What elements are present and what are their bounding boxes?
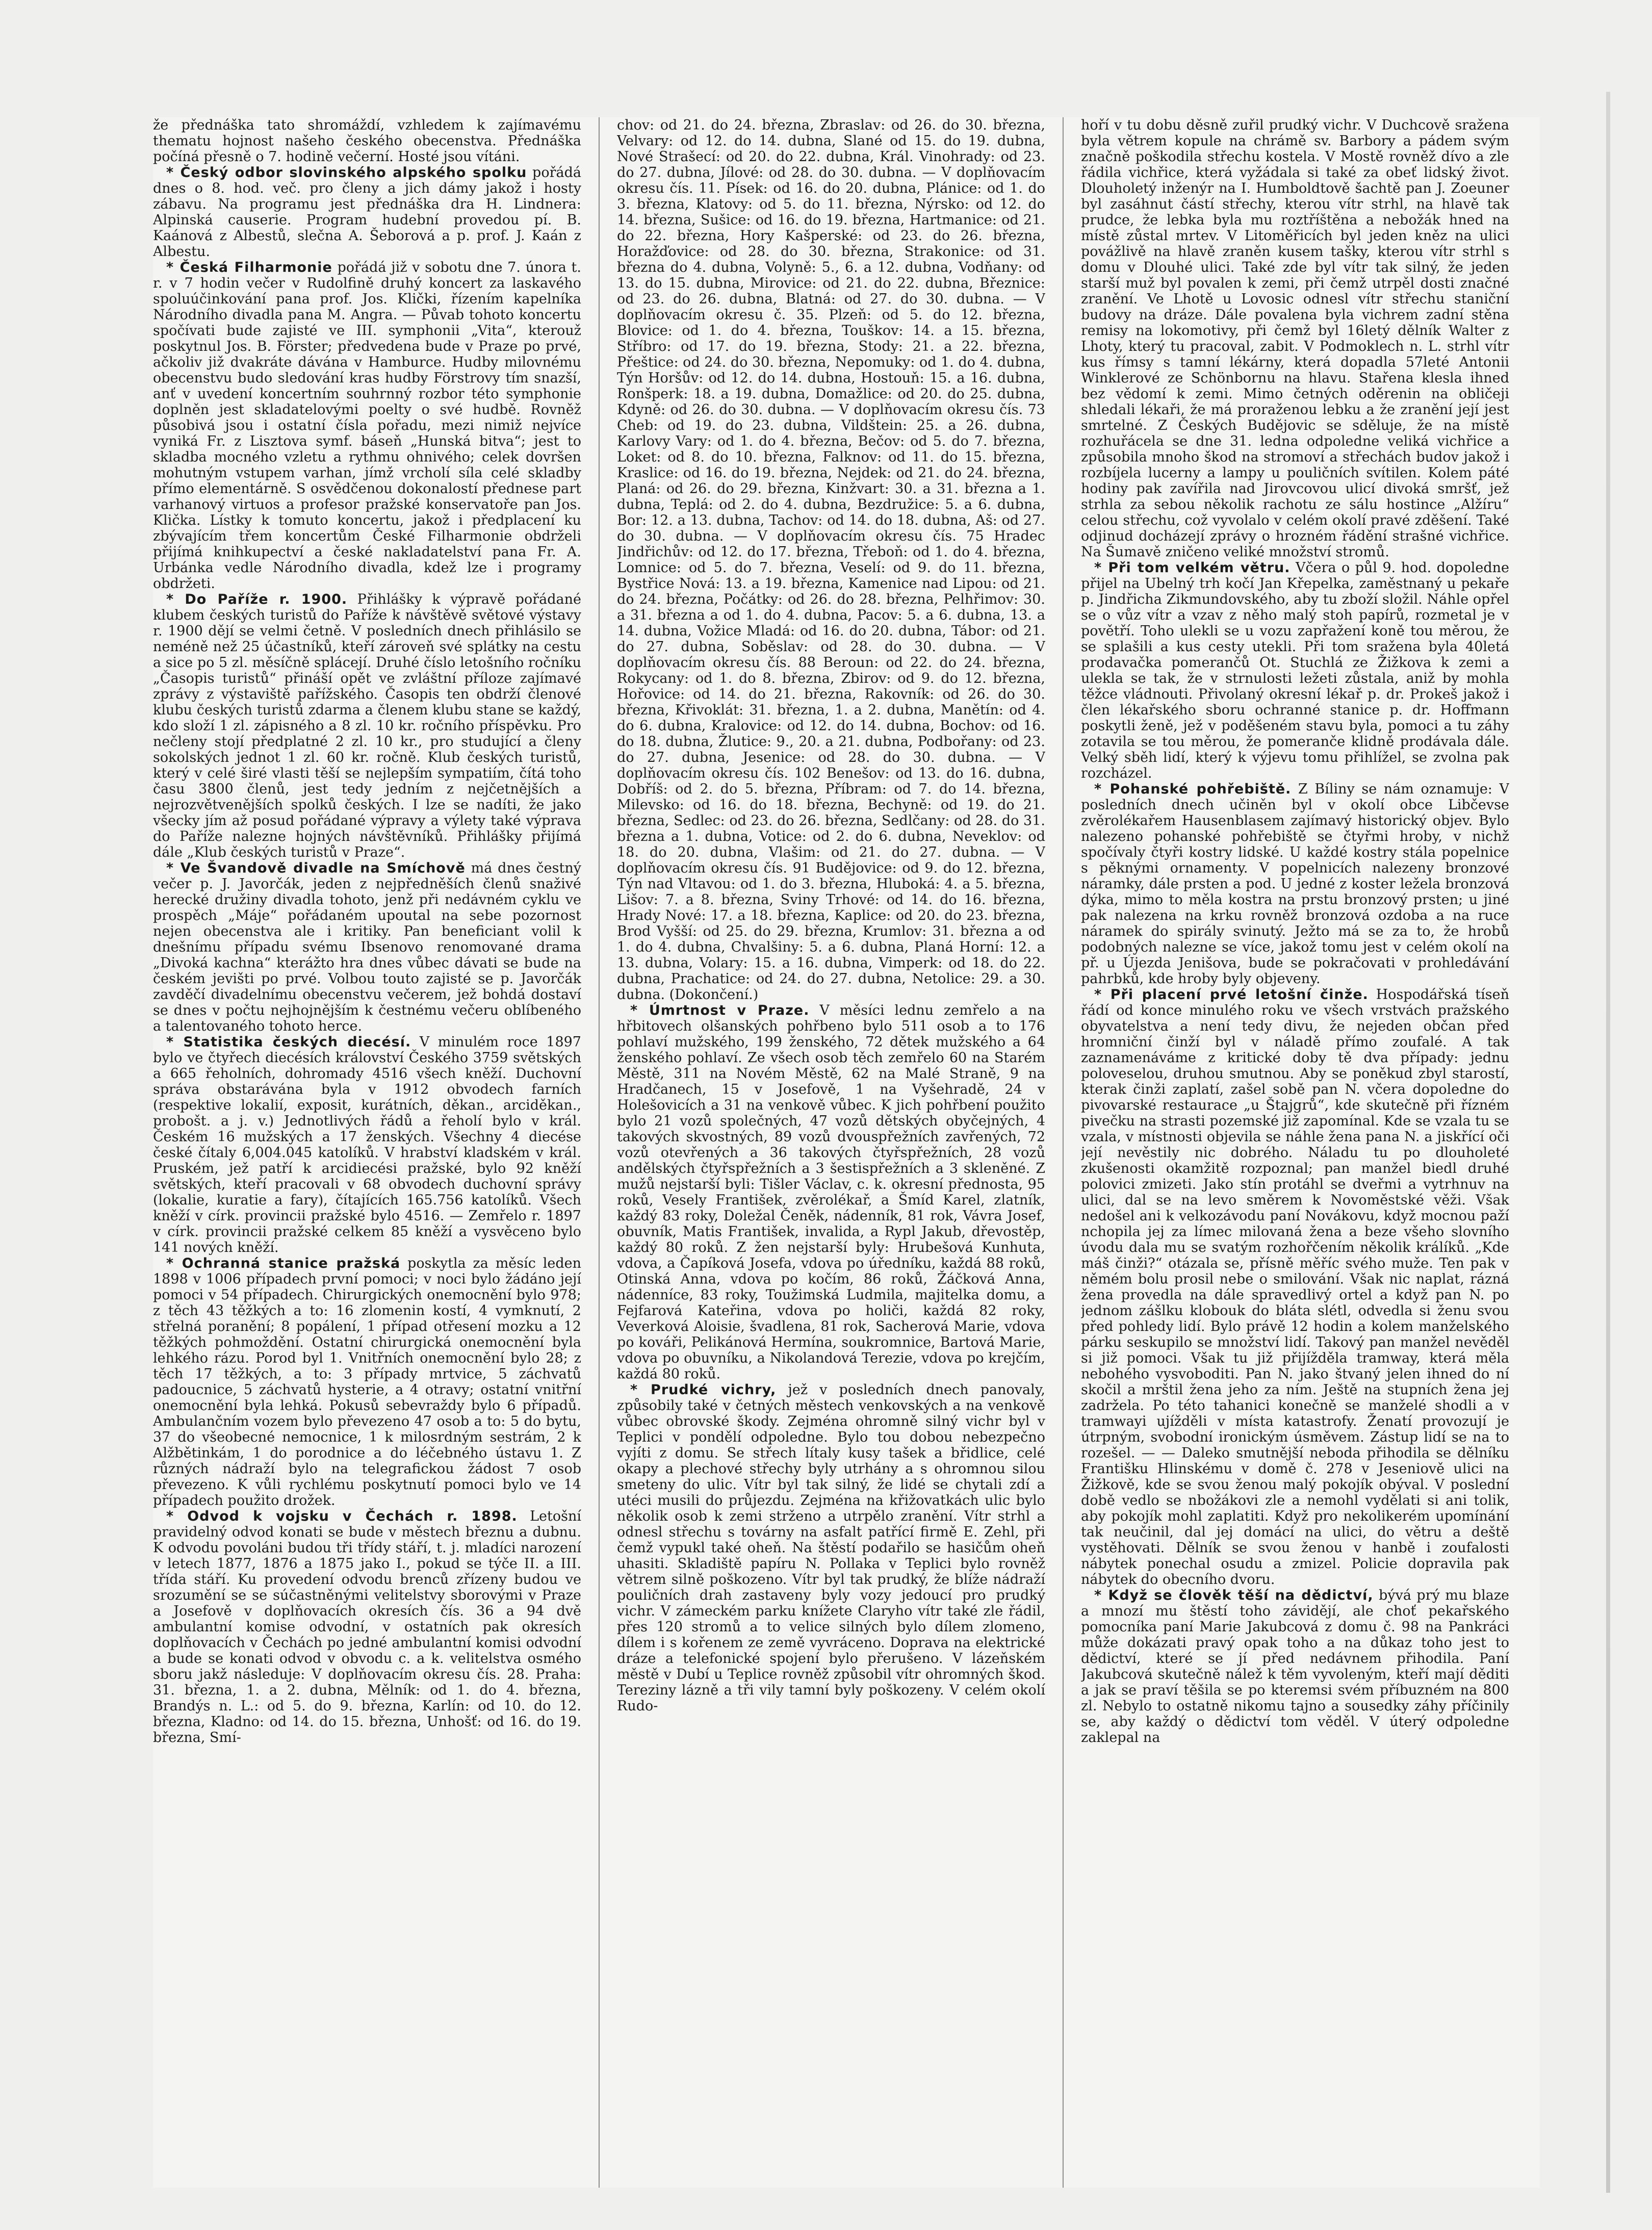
article-vichry-continued: hoří v tu dobu děsně zuřil prudký vichr. V Duchcově sražena byla větrem kopule na chrámě sv. Barbory a pádem svým značně poškodila střechu kostela. V Mostě rovněž dívo a zle řádila vichřice, která vyžádala si také za obeť lidský život. Dlouholetý inženýr na I. Humboldtově šachtě pan J. Zoeuner byl zasáhnut částí střechy, kterou vítr strhl, na hlavě tak prudce, že lebka byla mu roztříštěna a nebožák hned na místě zůstal mrtev. V Litoměřicích byl jeden kněz na ulici povážlivě na hlavě zraněn kusem tašky, kterou vítr strhl s domu v Dlouhé ulici. Také zde byl vítr tak silný, že jeden starší muž byl povalen k zemi, při čemž utrpěl dosti značné zranění. Ve Lhotě u Lovosic odnesl vítr střechu staniční budovy na dráze. Dále povalena byla vichrem zadní stěna remisy na lokomotivy, při čemž byl 16letý dělník Walter z Lhoty, který tu pracoval, zabit. V Podmoklech n. L. strhl vítr kus římsy s tamní lékárny, která dopadla 57leté Antonii Winklerové ze Schönbornu na hlavu. Stařena klesla ihned bez vědomí k zemi. Mimo četných oděrenin na obličeji shledali lékaři, že má proraženou lebku a že zranění její jest smrtelné. Z Českých Budějovic se sděluje, že na místě rozhuřácela se dne 31. ledna odpoledne veliká vichřice a způsobila mnoho škod na stromoví a střechách budov jakož i rozbíjela lucerny a lampy u pouličních svítilen. Kolem páté hodiny pak zavířila nad Jirovcovou ulicí divoká smršť, jež strhla za sebou několik rachotu ze sálu hostince „Alžíru“ celou střechu, což vyvolalo v celém okolí pravé zděšení. Také odjinud docházejí zprávy o hrozném řádění strašné vichřice. Na Šumavě zničeno veliké množství stromů.	[1081, 117, 1509, 560]
column-left	[153, 117, 581, 2188]
column-divider-left	[599, 117, 600, 2188]
article-do-parize: * Do Paříže r. 1900. Přihlášky k výpravě pořádané klubem českých turistů do Paříže k návštěvě světové výstavy r. 1900 dějí se velmi četně. V posledních dnech přihlásilo se neméně než 25 účastníků, kteří zároveň své splátky na cestu a sice po 5 zl. měsíčně splácejí. Druhé číslo letošního ročníku „Časopis turistů“ přináší opět ve zvláštní příloze zajímavé zprávy z výstaviště pařížského. Časopis ten obdrží členové klubu českých turistů zdarma a členem klubu stane se každý, kdo složí 1 zl. zápisného a 8 zl. 10 kr. ročního příspěvku. Pro nečleny stojí předplatné 2 zl. 10 kr., pro studující a členy sokolských jednot 1 zl. 60 kr. ročně. Klub českých turistů, který v celé širé vlasti těší se nejlepším sympatiím, čítá toho času 3800 členů, jest tedy jedním z nejčetnějších a nejrozvětvenějších spolků českých. I lze se nadíti, že jako všecky jím až posud pořádané výpravy a výlety také výprava do Paříže nalezne hojných návštěvníků. Přihlášky přijímá dále „Klub českých turistů v Praze“.	[153, 592, 581, 860]
article-umrtnost: * Úmrtnost v Praze. V měsíci lednu zemřelo a na hřbitovech olšanských pohřbeno bylo 511 osob a to 176 pohlaví mužského, 199 ženského, 72 dětek mužského a 64 ženského pohlaví. Ze všech osob těch zemřelo 60 na Starém Městě, 311 na Novém Městě, 62 na Malé Straně, 9 na Hradčanech, 15 v Josefově, 1 na Vyšehradě, 24 v Holešovicích a 31 na venkově vůbec. K jich pohřbení použito bylo 21 vozů společných, 47 vozů dětských obyčejných, 4 takových skvostných, 89 vozů dvouspřežních zavřených, 72 vozů otevřených a 36 takových čtyřspřežních, 28 vozů andělských čtyřspřežních a 3 šestispřežních a 3 skleněné. Z mužů nejstarší byli: Tišler Václav, c. k. okresní přednosta, 95 roků, Vesely František, zvěrolékař, a Šmíd Karel, zlatník, každý 83 roky, Doležal Čeněk, nádenník, 81 rok, Vávra Josef, obuvník, Matis František, invalida, a Rypl Jakub, dřevostěp, každý 80 roků. Z žen nejstarší byly: Hrubešová Kunhuta, vdova, a Čapíková Josefa, vdova po úředníku, každá 88 roků, Otinská Anna, vdova po kočím, 86 roků, Žáčková Anna, nádenníce, 83 roky, Toužimská Ludmila, majitelka domu, a Fejfarová Kateřina, vdova po holiči, každá 82 roky, Veverková Aloisie, švadlena, 81 rok, Sacherová Marie, vdova po kováři, Pelikánová Hermína, soukromnice, Bartová Marie, vdova po obuvníku, a Nikolandová Terezie, vdova po krejčím, každá 80 roků.	[617, 1003, 1045, 1382]
column-divider-right	[1063, 117, 1064, 2188]
article-velky-vitr: * Při tom velkém větru. Včera o půl 9. hod. dopoledne přijel na Ubelný trh kočí Jan Křepelka, zaměstnaný u pekaře p. Jindřicha Zikmundovského, aby tu zboží složil. Náhle opřel se o vůz vítr a vzav z něho malý stoh papírů, rozmetal je v povětří. Toho ulekli se u vozu zapřažení koně tou měrou, že se splašili a kus cesty utekli. Při tom sražena byla 40letá prodavačka pomerančů Ot. Stuchlá ze Žižkova k zemi a ulekla se tak, že v strnulosti ležeti zůstala, aniž by mohla těžce vládnouti. Přivolaný okresní lékař p. dr. Prokeš jakož i člen lékařského sboru ochranné stanice p. dr. Hoffmann poskytli ženě, jež v poděšeném stavu byla, pomoci a tu záhy zotavila se tou měrou, že pomeranče klidně prodávala dále. Velký sběh lidí, který k výjevu tomu přihlížel, se zvolna pak rozcházel.	[1081, 560, 1509, 781]
newspaper-page	[153, 117, 1540, 2188]
article-ochranna-stanice: * Ochranná stanice pražská poskytla za měsíc leden 1898 v 1006 případech první pomoci; v noci bylo žádáno její pomoci v 54 případech. Chirurgických onemocnění bylo 978; z těch 43 těžkých a to: 16 zlomenin kostí, 4 vymknutí, 2 střelná poranění; 8 popálení, 1 případ otřesení mozku a 12 těžkých pohmoždění. Ostatní chirurgická onemocnění byla lehkého rázu. Porod byl 1. Vnitřních onemocnění bylo 28; z těch 17 těžkých, a to: 3 případy mrtvice, 5 záchvatů padoucnice, 5 záchvatů hysterie, a 4 otravy; ostatní vnitřní onemocnění byla lehká. Pokusů sebevraždy bylo 6 případů. Ambulančním vozem bylo převezeno 47 osob a to: 5 do bytu, 37 do všeobecné nemocnice, 1 k milosrdným sestrám, 2 k Alžbětinkám, 1 do porodnice a do léčebného ústavu 1. Z různých nádraží bylo na telegrafickou žádost 7 osob převezeno. K vůli rychlému poskytnutí pomoci bylo ve 14 případech použito drožek.	[153, 1255, 581, 1508]
article-dedictvi: * Když se člověk těší na dědictví, bývá prý mu blaze a mnozí mu štěstí toho závidějí, ale choť pekařského pomocníka paní Marie Jakubcová z domu č. 98 na Pankráci může dokázati pravý opak toho a na důkaz toho jest to dědictví, které se jí před nedávnem přihodila. Paní Jakubcová skutečně nálež k těm vyvoleným, kteří mají děditi a jak se praví těšila se po kteremsi svém příbuzném na 800 zl. Nebylo to ostatně nikomu tajno a sousedky záhy příčinily se, aby každý o dědictví tom věděl. V úterý odpoledne zaklepal na	[1081, 1587, 1509, 1746]
article-cesky-odbor: * Český odbor slovinského alpského spolku pořádá dnes o 8. hod. več. pro členy a jich dámy jakož i hosty zábavu. Na programu jest přednáška dra H. Lindnera: Alpinská causerie. Program hudební provedou pí. B. Kaánová z Albestů, slečna A. Šeborová a p. prof. J. Kaán z Albestu.	[153, 165, 581, 260]
column-right	[1081, 117, 1509, 2188]
article-odvod-continued: chov: od 21. do 24. března, Zbraslav: od 26. do 30. března, Velvary: od 12. do 14. dubna, Slané od 15. do 19. dubna, Nové Strašecí: od 20. do 22. dubna, Král. Vinohrady: od 23. do 27. dubna, Jílové: od 28. do 30. dubna. — V doplňovacím okresu čís. 11. Písek: od 16. do 20. dubna, Plánice: od 1. do 3. března, Klatovy: od 5. do 11. března, Nýrsko: od 12. do 14. března, Sušice: od 16. do 19. března, Hartmanice: od 21. do 22. března, Hory Kašperské: od 23. do 26. března, Horažďovice: od 28. do 30. března, Strakonice: od 31. března do 4. dubna, Volyně: 5., 6. a 12. dubna, Vodňany: od 13. do 15. dubna, Mirovice: od 21. do 22. dubna, Březnice: od 23. do 26. dubna, Blatná: od 27. do 30. dubna. — V doplňovacím okresu č. 35. Plzeň: od 5. do 12. března, Blovice: od 1. do 4. března, Touškov: 14. a 15. března, Stříbro: od 17. do 19. března, Stody: 21. a 22. března, Přeštice: od 24. do 30. března, Nepomuky: od 1. do 4. dubna, Týn Horšův: od 12. do 14. dubna, Hostouň: 15. a 16. dubna, Ronšperk: 18. a 19. dubna, Domažlice: od 20. do 25. dubna, Kdyně: od 26. do 30. dubna. — V doplňovacím okresu čís. 73 Cheb: od 19. do 23. dubna, Vildštein: 25. a 26. dubna, Karlovy Vary: od 1. do 4. března, Bečov: od 5. do 7. března, Loket: od 8. do 10. března, Falknov: od 11. do 15. března, Kraslice: od 16. do 19. března, Nejdek: od 21. do 24. března, Planá: od 26. do 29. března, Kinžvart: 30. a 31. března a 1. dubna, Teplá: od 2. do 4. dubna, Bezdružice: 5. a 6. dubna, Bor: 12. a 13. dubna, Tachov: od 14. do 18. dubna, Aš: od 27. do 30. dubna. — V doplňovacím okresu čís. 75 Hradec Jindřichův: od 12. do 17. března, Třeboň: od 1. do 4. března, Lomnice: od 5. do 7. března, Veselí: od 9. do 11. března, Bystřice Nová: 13. a 19. března, Kamenice nad Lipou: od 21. do 24. března, Počátky: od 26. do 28. března, Pelhřimov: 30. a 31. března a od 1. do 4. dubna, Pacov: 5. a 6. dubna, 13. a 14. dubna, Vožice Mladá: od 16. do 20. dubna, Tábor: od 21. do 27. dubna, Soběslav: od 28. do 30. dubna. — V doplňovacím okresu čís. 88 Beroun: od 22. do 24. března, Rokycany: od 1. do 8. března, Zbirov: od 9. do 12. března, Hořovice: od 14. do 21. března, Rakovník: od 26. do 30. března, Křivoklát: 31. března, 1. a 2. dubna, Manětín: od 4. do 6. dubna, Kralovice: od 12. do 14. dubna, Bochov: od 16. do 18. dubna, Žlutice: 9., 20. a 21. dubna, Podbořany: od 23. do 27. dubna, Jesenice: od 28. do 30. dubna. — V doplňovacím okresu čís. 102 Benešov: od 13. do 16. dubna, Dobříš: od 2. do 5. března, Příbram: od 7. do 14. března, Milevsko: od 16. do 18. března, Bechyně: od 19. do 21. března, Sedlec: od 23. do 26. března, Sedlčany: od 28. do 31. března a 1. dubna, Votice: od 2. do 6. dubna, Neveklov: od 18. do 20. dubna, Vlašim: od 21. do 27. dubna. — V doplňovacím okresu čís. 91 Budějovice: od 9. do 12. března, Týn nad Vltavou: od 1. do 3. března, Hluboká: 4. a 5. března, Lišov: 7. a 8. března, Sviny Trhové: od 14. do 16. března, Hrady Nové: 17. a 18. března, Kaplice: od 20. do 23. března, Brod Vyšší: od 25. do 29. března, Krumlov: 31. března a od 1. do 4. dubna, Chvalšiny: 5. a 6. dubna, Planá Horní: 12. a 13. dubna, Volary: 15. a 16. dubna, Vimperk: od 18. do 22. dubna, Prachatice: od 24. do 27. dubna, Netolice: 29. a 30. dubna. (Dokončení.)	[617, 117, 1045, 1003]
page-edge	[1606, 92, 1610, 2193]
column-middle	[617, 117, 1045, 2188]
article-ceska-filharmonie: * Česká Filharmonie pořádá již v sobotu dne 7. února t. r. v 7 hodin večer v Rudolfině druhý koncert za laskavého spoluúčinkování pana prof. Jos. Klički, řízením kapelníka Národního divadla pana M. Angra. — Půvab tohoto koncertu spočívati bude zajisté ve III. symphonii „Vita“, kterouž poskytnul Jos. B. Förster; předvedena bude v Praze po prvé, ačkoliv již dvakráte dávána v Hamburce. Hudby milovnému obecenstvu budo sledování kras hudby Förstrovy tím snazší, anť v uvedení koncertním souhrnný rozbor této symphonie doplněn jest skladatelovými poelty o své hudbě. Rovněž působivá jsou i ostatní čísla pořadu, mezi nimiž nejvíce vyniká Fr. z Lisztova symf. báseň „Hunská bitva“; jest to skladba mocného vzletu a rythmu ohnivého; celek dovršen mohutným vstupem varhan, jímž vrcholí síla celé skladby přímo elementárně. S osvědčenou dokonalostí přednese part varhanový virtuos a profesor pražské konservatoře pan Jos. Klička. Lístky k tomuto koncertu, jakož i předplacení ku zbývajícím třem koncertům České Filharmonie obdrželi přijímá knihkupectví a české nakladatelství pana Fr. A. Urbánka vedle Národního divadla, kdež lze i programy obdržeti.	[153, 260, 581, 592]
article-statistika: * Statistika českých diecésí. V minulém roce 1897 bylo ve čtyřech diecésích království Českého 3759 světských a 665 řeholních, dohromady 4516 všech kněží. Duchovní správa obstarávána byla v 1912 obvodech farních (respektive lokalií, exposit, kurátních, děkan., arciděkan., probošt. a j. v.) Jednotlivých řádů a řeholí bylo v král. Českém 16 mužských a 17 ženských. Všechny 4 diecése české čítaly 6,004.045 katolíků. V hrabství kladském v král. Pruském, jež patří k arcidiecési pražské, bylo 92 kněží světských, kteří pracovali v 68 obvodech duchovní správy (lokalie, kuratie a fary), čítajících 165.756 katolíků. Všech kněží v círk. provincii pražské bylo 4516. — Zemřelo r. 1897 v círk. provincii pražské celkem 85 kněží a vysvěceno bylo 141 nových kněží.	[153, 1034, 581, 1255]
article-odvod: * Odvod k vojsku v Čechách r. 1898. Letošní pravidelný odvod konati se bude v městech březnu a dubnu. K odvodu povoláni budou tři třídy stáří, t. j. mladíci narození v letech 1877, 1876 a 1875 jako I., pokud se týče II. a III. třída stáří. Ku provedení odvodu brenců zřízeny budou ve srozumění se se súčastněnými velitelstvy sborovými v Praze a Josefově v doplňovacích okresích čís. 36 a 94 dvě ambulantní komise odvodní, v ostatních pak okresích doplňovacích v Čechách po jedné ambulantní komisi odvodní a bude se konati odvod v obvodu c. a k. velitelstva osmého sboru jakž následuje: V doplňovacím okresu čís. 28. Praha: 31. března, 1. a 2. dubna, Mělník: od 1. do 4. března, Brandýs n. L.: od 5. do 9. března, Karlín: od 10. do 12. března, Kladno: od 14. do 15. března, Unhošť: od 16. do 19. března, Smí-	[153, 1508, 581, 1746]
article-cinze: * Při placení prvé letošní činže. Hospodářská tíseň řádí od konce minulého roku ve všech vrstvách pražského obyvatelstva a není tedy divu, že nejeden občan před hromniční činží byl v náladě přímo zoufalé. A tak zaznamenáváme z kritické doby tě dva případy: jednu poloveselou, druhou smutnou. Aby se poněkud zbyl starostí, kterak činži zaplatí, zašel sobě pan N. včera dopoledne do pivovarské restaurace „u Štajgrů“, kde skutečně při řízném pivečku na strasti pozemské již zapomínal. Kde se vzala tu se vzala, v místnosti objevila se náhle žena pana N. a jiskřící oči její nevěstily nic dobrého. Náladu tu po dlouholeté zkušenosti okamžitě rozpoznal; pan manžel biedl druhé polovici zmizeti. Jako stín protáhl se dveřmi a vytrhnuv na ulici, dal se na levo směrem k Novoměstské věži. Však nedošel ani k velkozávodu paní Novákovu, když mocnou paží nchopila jej za límec milovaná žena a beze všeho slovního úvodu dala mu se svatým rozhořčením několik králíků. „Kde máš činži?“ otázala se, přísně měříc svého muže. Ten pak v němém bolu prosil nebe o smilování. Však nic naplat, rázná žena provedla na dále spravedlivý ortel a když pan N. po jednom zášlku klobouk do bláta slétl, odvedla si ženu svou před pohledy lidí. Bylo právě 12 hodin a kolem manželského párku seskupilo se množství lidí. Takový pan manžel nevěděl si již pomoci. Však tu již přijížděla tramway, která měla nebohého vysvoboditi. Pan N. jako štvaný jelen ihned do ní skočil a mrštil žena jeho za ním. Ještě na stupních žena jej zadržela. Po této tahanici konečně se manželé shodli a v tramwayi ujížděli v místa katastrofy. Ženatí provozují je útrpným, svobodní ironickým úsměvem. Zástup lidí se na to rozešel. — — Daleko smutnější neboda přihodila se dělníku Františku Hlinskému v domě č. 278 v Jeseniově ulici na Žižkově, kde se svou ženou malý pokojík obýval. V poslední době vedlo se nbožákovi zle a nemohl vydělati si ani tolik, aby pokojík mohl zaplatiti. Když pro nekolikerém upomínání tak neučinil, dal jej domácí na ulici, do větru a deště vystěhovati. Dělník se svou ženou v hanbě i zoufalosti nábytek ponechal osudu a zmizel. Policie dopravila pak nábytek do obecního dvoru.	[1081, 987, 1509, 1587]
article-pohrebiste: * Pohanské pohřebiště. Z Bíliny se nám oznamuje: V posledních dnech učiněn byl v okolí obce Libčevse zvěrolékařem Hausenblasem zajímavý historický objev. Bylo nalezeno pohanské pohřebiště se čtyřmi hroby, v nichž spočívaly čtyři kostry lidské. U každé kostry stála popelnice s pěknými ornamenty. V popelnicích nalezeny bronzové náramky, dále prsten a pod. U jedné z koster ležela bronzová dýka, mimo to měla kostra na prstu bronzový prsten; u jiné pak nalezena na krku rovněž bronzová ozdoba a na ruce náramek do spirály svinutý. Ježto má se za to, že hrobů podobných nalezne se více, jakož tomu jest v celém okolí na př. u Újezda Jenišova, bude se pokračovati v prohledávání pahrbků, kde hroby byly objeveny.	[1081, 781, 1509, 987]
article-paragraph: že přednáška tato shromáždí, vzhledem k zajímavému thematu hojnost našeho českého obecenstva. Přednáška počíná přesně o 7. hodině večerní. Hosté jsou vítáni.	[153, 117, 581, 165]
article-prudke-vichry: * Prudké vichry, jež v posledních dnech panovaly, způsobily také v četných městech venkovských a na venkově vůbec obrovské škody. Zejména ohromně silný vichr byl v Teplici v pondělí odpoledne. Bylo tou dobou nebezpečno vyjíti z domu. Se střech lítaly kusy tašek a břidlice, celé okapy a plechové střechy byly utrhány a s ohromnou silou smeteny do ulic. Vítr byl tak silný, že lidé se chytali zdí a utéci musili do průjezdu. Zejména na křižovatkách ulic bylo několik osob k zemi strženo a utrpělo zranění. Vítr strhl a odnesl střechu s továrny na asfalt patřící firmě E. Zehl, při čemž vypukl také oheň. Na štěstí podařilo se hasičům oheň uhasiti. Skladiště papíru N. Pollaka v Teplici bylo rovněž větrem silně poškozeno. Vítr byl tak prudký, že blíže nádraží pouličních drah zastaveny byly vozy jedoucí pro prudký vichr. V zámeckém parku knížete Claryho vítr také zle řádil, přes 120 stromů a to velice silných bylo dílem zlomeno, dílem i s kořenem ze země vyvráceno. Doprava na elektrické dráze a telefonické spojení bylo přerušeno. V lázeňském městě v Dubí u Teplice rovněž způsobil vítr ohromných škod. Tereziny lázně a tři vily tamní byly poškozeny. V celém okolí Rudo-	[617, 1382, 1045, 1714]
article-svandovo-divadlo: * Ve Švandově divadle na Smíchově má dnes čestný večer p. J. Javorčák, jeden z nejpředněších členů snaživé herecké družiny divadla tohoto, jenž při nedávném cyklu ve prospěch „Máje“ pořádaném upoutal na sebe pozornost nejen obecenstva ale i kritiky. Pan beneficiant volil k dnešnímu případu svému Ibsenovo renomované drama „Divoká kachna“ kterážto hra dnes vůbec dávati se bude na českém jevišti po prvé. Volbou touto zajisté se p. Javorčák zavděčí divadelnímu obecenstvu večerem, jež bohdá dostaví se dnes v počtu nejhojnějším k čestnému večeru oblíbeného a talentovaného tohoto herce.	[153, 860, 581, 1034]
